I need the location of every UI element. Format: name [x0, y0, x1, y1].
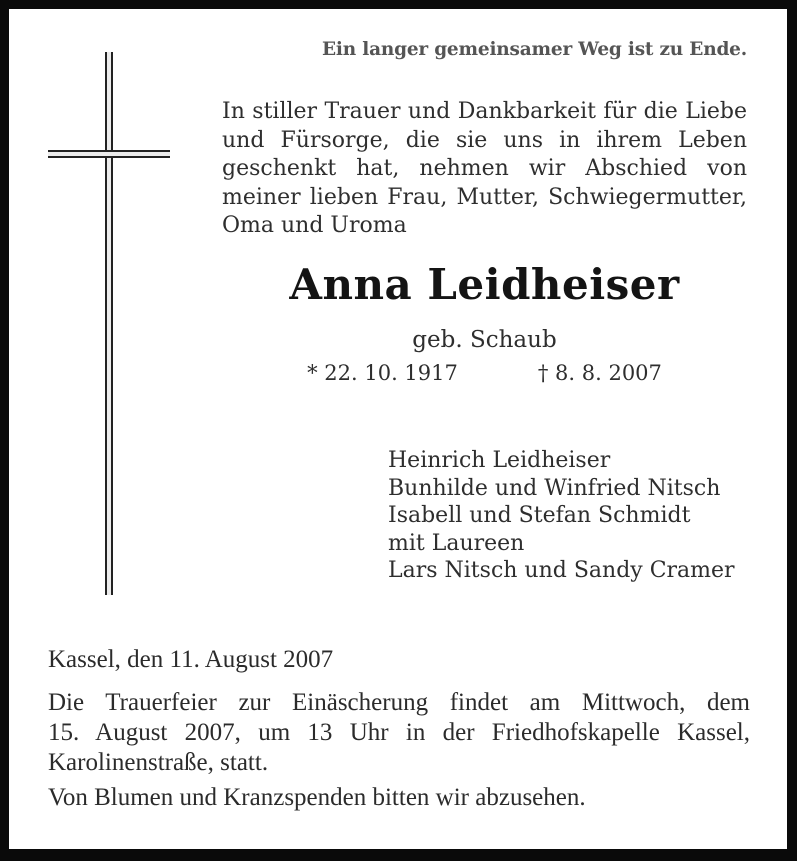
intro-line: meiner lieben Frau, Mutter, Schwiegermutter, [222, 184, 747, 210]
mourners-list [388, 447, 735, 585]
maiden-name: geb. Schaub [412, 327, 557, 353]
deceased-name: Anna Leidheiser [289, 260, 680, 309]
mourner-item: Heinrich Leidheiser [388, 448, 611, 473]
mourner-item: Isabell und Stefan Schmidt [388, 503, 691, 528]
mourner-item: Lars Nitsch und Sandy Cramer [388, 558, 735, 583]
dateline: Kassel, den 11. August 2007 [48, 646, 334, 673]
flowers-note: Von Blumen und Kranzspenden bitten wir abzusehen. [48, 784, 586, 811]
funeral-details [48, 688, 750, 778]
cross-horizontal-bar [48, 150, 170, 158]
mourner-item: mit Laureen [388, 530, 525, 556]
intro-paragraph [222, 98, 747, 241]
cross-vertical-bar [105, 52, 113, 595]
birth-date: * 22. 10. 1917 [307, 361, 458, 385]
funeral-line: Die Trauerfeier zur Einäscherung findet am Mittwoch, dem [48, 689, 750, 716]
intro-line: geschenkt hat, nehmen wir Abschied von [222, 156, 747, 181]
funeral-line: 15. August 2007, um 13 Uhr in der Friedhofskapelle Kassel, [48, 719, 750, 746]
life-dates [222, 361, 747, 385]
epigraph: Ein langer gemeinsamer Weg ist zu Ende. [322, 39, 747, 60]
intro-line: Oma und Uroma [222, 213, 407, 238]
death-date: † 8. 8. 2007 [537, 361, 662, 385]
intro-line: In stiller Trauer und Dankbarkeit für die Liebe [222, 99, 747, 124]
funeral-line: Karolinenstraße, statt. [48, 749, 269, 776]
mourner-item: Bunhilde und Winfried Nitsch [388, 475, 721, 501]
intro-line: und Fürsorge, die sie uns in ihrem Leben [222, 127, 747, 153]
